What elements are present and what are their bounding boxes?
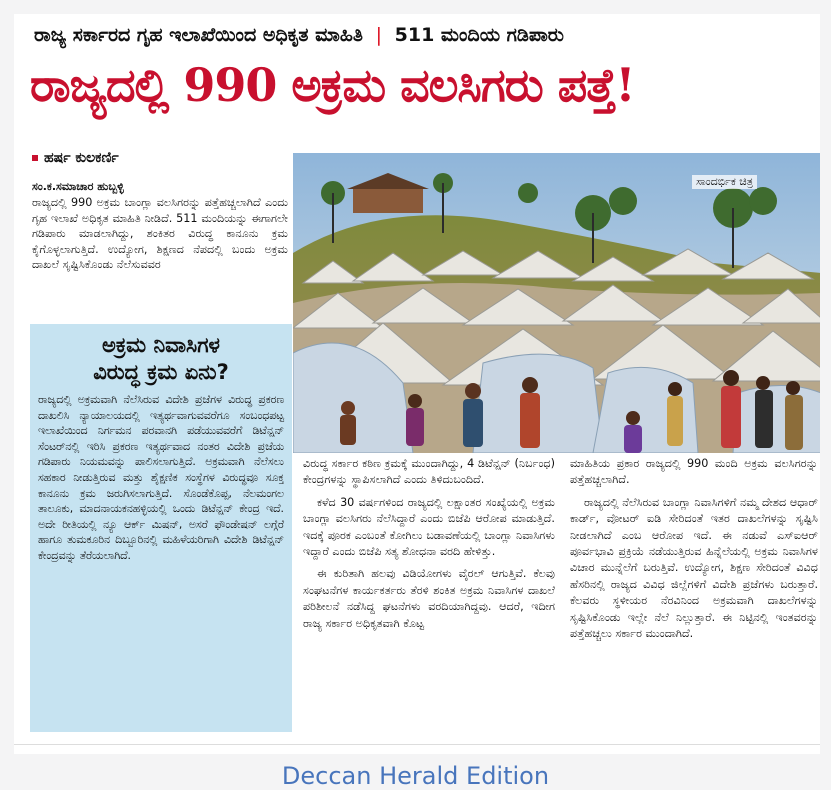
sidebar-box-title-line1: ಅಕ್ರಮ ನಿವಾಸಿಗಳ (102, 333, 220, 357)
photo-illustration (293, 153, 820, 453)
kicker-left: ರಾಜ್ಯ ಸರ್ಕಾರದ ಗೃಹ ಇಲಾಖೆಯಿಂದ ಅಧಿಕೃತ ಮಾಹಿತಿ (34, 24, 363, 46)
col3-paragraph-1: ಮಾಹಿತಿಯ ಪ್ರಕಾರ ರಾಜ್ಯದಲ್ಲಿ 990 ಮಂದಿ ಅಕ್ರಮ ವಲಸಿಗರನ್ನು ಪತ್ತೆಹಚ್ಚಲಾಗಿದೆ. (570, 457, 818, 487)
col2-paragraph-2: ಕಳೆದ 30 ವರ್ಷಗಳಿಂದ ರಾಜ್ಯದಲ್ಲಿ ಲಕ್ಷಾಂತರ ಸಂಖ್ಯೆಯಲ್ಲಿ ಅಕ್ರಮ ಬಾಂಗ್ಲಾ ವಲಸಿಗರು ನೆಲೆಸಿದ್ದಾರೆ ಎಂದು ಬಿಜೆಪಿ ಆರೋಪ ಮಾಡುತ್ತಿದೆ. ಇದಕ್ಕೆ ಪೂರಕ ಎಂಬಂತೆ ಕೋಗಿಲು ಬಡಾವಣೆಯಲ್ಲಿ ಬಾಂಗ್ಲಾ ನಿವಾಸಿಗಳು ಇದ್ದಾರೆ ಎಂದು ಬಿಜೆಪಿ ಸತ್ಯ ಶೋಧನಾ ವರದಿ ಹೇಳಿತ್ತು. (303, 495, 555, 559)
col3-paragraph-2: ರಾಜ್ಯದಲ್ಲಿ ನೆಲೆಸಿರುವ ಬಾಂಗ್ಲಾ ನಿವಾಸಿಗಳಿಗೆ ನಮ್ಮ ದೇಶದ ಆಧಾರ್ ಕಾರ್ಡ್, ವೋಟರ್ ಐಡಿ ಸೇರಿದಂತೆ ಇತರ ದಾಖಲೆಗಳನ್ನು ಸೃಷ್ಟಿಸಿ ನೀಡಲಾಗಿದೆ ಎಂಬ ಆರೋಪ ಇದೆ. ಈ ನಡುವೆ ಎಸ್‌ಐಆರ್ ಪೂರ್ವಭಾವಿ ಪ್ರಕ್ರಿಯೆ ನಡೆಯುತ್ತಿರುವ ಹಿನ್ನೆಲೆಯಲ್ಲಿ ಅಕ್ರಮ ನಿವಾಸಿಗಳ ವಿಚಾರ ಮುನ್ನೆಲೆಗೆ ಬರುತ್ತಿವೆ. ಉದ್ಯೋಗ, ಶಿಕ್ಷಣ ಸೇರಿದಂತೆ ವಿವಿಧ ಹೆಸರಿನಲ್ಲಿ ರಾಜ್ಯದ ವಿವಿಧ ಜಿಲ್ಲೆಗಳಿಗೆ ವಿದೇಶಿ ಪ್ರಜೆಗಳು ಬರುತ್ತಾರೆ. ಕೆಲವರು ಸ್ಥಳೀಯರ ನೆರವಿನಿಂದ ಅಕ್ರಮವಾಗಿ ದಾಖಲೆಗಳನ್ನು ಸೃಷ್ಟಿಸಿಕೊಂಡು ಇಲ್ಲೇ ನೆಲೆ ನಿಲ್ಲುತ್ತಾರೆ. ಈ ನಿಟ್ಟಿನಲ್ಲಿ ಇಂತವರನ್ನು ಪತ್ತೆಹಚ್ಚಲು ಸರ್ಕಾರ ಮುಂದಾಗಿದೆ. (570, 495, 818, 641)
sidebar-box-title (30, 332, 292, 386)
bullet-square-icon (32, 155, 38, 161)
kicker-right: 511 ಮಂದಿಯ ಗಡಿಪಾರು (394, 24, 564, 46)
col2-paragraph-1: ವಿರುದ್ಧ ಸರ್ಕಾರ ಕಠಿಣ ಕ್ರಮಕ್ಕೆ ಮುಂದಾಗಿದ್ದು, 4 ಡಿಟೆನ್ಷನ್ (ನಿರ್ಬಂಧ) ಕೇಂದ್ರಗಳನ್ನು ಸ್ಥಾಪಿಸಲಾಗಿದೆ ಎಂದು ತಿಳಿದುಬಂದಿದೆ. (303, 457, 555, 487)
byline (32, 150, 119, 166)
article-column-2 (303, 456, 555, 632)
kicker-line (34, 24, 814, 46)
refugee-camp-photo (293, 153, 820, 453)
intro-paragraph: ರಾಜ್ಯದಲ್ಲಿ 990 ಅಕ್ರಮ ಬಾಂಗ್ಲಾ ವಲಸಿಗರನ್ನು ಪತ್ತೆಹಚ್ಚಲಾಗಿದೆ ಎಂದು ಗೃಹ ಇಲಾಖೆ ಅಧಿಕೃತ ಮಾಹಿತಿ ನೀಡಿದೆ. 511 ಮಂದಿಯನ್ನು ಈಗಾಗಲೇ ಗಡಿಪಾರು ಮಾಡಲಾಗಿದ್ದು, ಶಂಕಿತರ ವಿರುದ್ಧ ಕಾನೂನು ಕ್ರಮ ಕೈಗೊಳ್ಳಲಾಗುತ್ತಿದೆ. ಉದ್ಯೋಗ, ಶಿಕ್ಷಣದ ನೆಪದಲ್ಲಿ ಬಂದು ಅಕ್ರಮ ದಾಖಲೆ ಸೃಷ್ಟಿಸಿಕೊಂಡು ನೆಲೆಸುವವರ (32, 196, 288, 271)
newspaper-clipping (14, 14, 820, 754)
bottom-divider (14, 744, 820, 745)
photo-caption: ಸಾಂದರ್ಭಿಕ ಚಿತ್ರ (692, 175, 757, 189)
sidebar-box (30, 324, 292, 732)
col2-paragraph-3: ಈ ಕುರಿತಾಗಿ ಹಲವು ವಿಡಿಯೋಗಳು ವೈರಲ್ ಆಗುತ್ತಿವೆ. ಕೆಲವು ಸಂಘಟನೆಗಳ ಕಾರ್ಯಕರ್ತರು ತೆರಳಿ ಶಂಕಿತ ಅಕ್ರಮ ನಿವಾಸಿಗಳ ದಾಖಲೆ ಪರಿಶೀಲನೆ ನಡೆಸಿದ್ದ ಘಟನೆಗಳು ವರದಿಯಾಗಿದ್ದವು. ಆದರೆ, ಇದೀಗ ರಾಜ್ಯ ಸರ್ಕಾರ ಅಧಿಕೃತವಾಗಿ ಕೊಟ್ಟ (303, 567, 555, 630)
kicker-separator: | (375, 24, 383, 46)
sidebar-box-body: ರಾಜ್ಯದಲ್ಲಿ ಅಕ್ರಮವಾಗಿ ನೆಲೆಸಿರುವ ವಿದೇಶಿ ಪ್ರಜೆಗಳ ವಿರುದ್ಧ ಪ್ರಕರಣ ದಾಖಲಿಸಿ ನ್ಯಾಯಾಲಯದಲ್ಲಿ ಇತ್ಯರ್ಥವಾಗುವವರೆಗೂ ಸಂಬಂಧಪಟ್ಟ ಇಲಾಖೆಯಿಂದ ನಿರ್ಗಮನ ಪರವಾನಗಿ ಪಡೆಯುವವರೆಗೆ ಡಿಟೆನ್ಷನ್ ಸೆಂಟರ್‌ನಲ್ಲಿ ಇರಿಸಿ ಪ್ರಕರಣ ಇತ್ಯರ್ಥವಾದ ನಂತರ ವಿದೇಶಿ ಪ್ರಜೆಯ ಗಡಿಪಾರು ನಿಯಮವನ್ನು ಪಾಲಿಸಲಾಗುತ್ತಿದೆ. ಅಕ್ರಮವಾಗಿ ನೆಲೆಸಲು ಸಹಕಾರ ನೀಡುತ್ತಿರುವ ಮತ್ತು ಶೈಕ್ಷಣಿಕ ಸಂಸ್ಥೆಗಳ ವಿರುದ್ಧವೂ ಸೂಕ್ತ ಕಾನೂನು ಕ್ರಮ ಜರುಗಿಸಲಾಗುತ್ತಿದೆ. ಸೊಂಡೆಕೊಪ್ಪ, ನೆಲಮಂಗಲ ತಾಲೂಕು, ಮಾದನಾಯಕನಹಳ್ಳಿಯಲ್ಲಿ ಒಂದು ಡಿಟೆನ್ಷನ್ ಕೇಂದ್ರ ಇದೆ. ಅದೇ ರೀತಿಯಲ್ಲಿ ನ್ಯೂ ಆರ್ಕ್ ಮಿಷನ್, ಅಸರೆ ಫೌಂಡೇಷನ್ ಲಗ್ಗೆರೆ ಹಾಗೂ ತುಮಕೂರಿನ ದಿಬ್ಬೂರಿನಲ್ಲಿ ಮಹಿಳೆಯರಿಗಾಗಿ ವಿದೇಶಿ ಡಿಟೆನ್ಷನ್ ಕೇಂದ್ರವನ್ನು ತೆರೆಯಲಾಗಿದೆ. (38, 393, 284, 562)
article-column-3 (570, 456, 818, 642)
byline-name: ಹರ್ಷ ಕುಲಕರ್ಣಿ (44, 150, 119, 166)
dateline: ಸಂ.ಕ.ಸಮಾಚಾರ ಹುಬ್ಬಳ್ಳಿ (32, 180, 124, 193)
headline: ರಾಜ್ಯದಲ್ಲಿ 990 ಅಕ್ರಮ ವಲಸಿಗರು ಪತ್ತೆ! (30, 58, 635, 112)
sidebar-box-title-line2: ವಿರುದ್ಧ ಕ್ರಮ ಏನು? (93, 360, 229, 384)
edition-link[interactable]: Deccan Herald Edition (281, 762, 550, 790)
